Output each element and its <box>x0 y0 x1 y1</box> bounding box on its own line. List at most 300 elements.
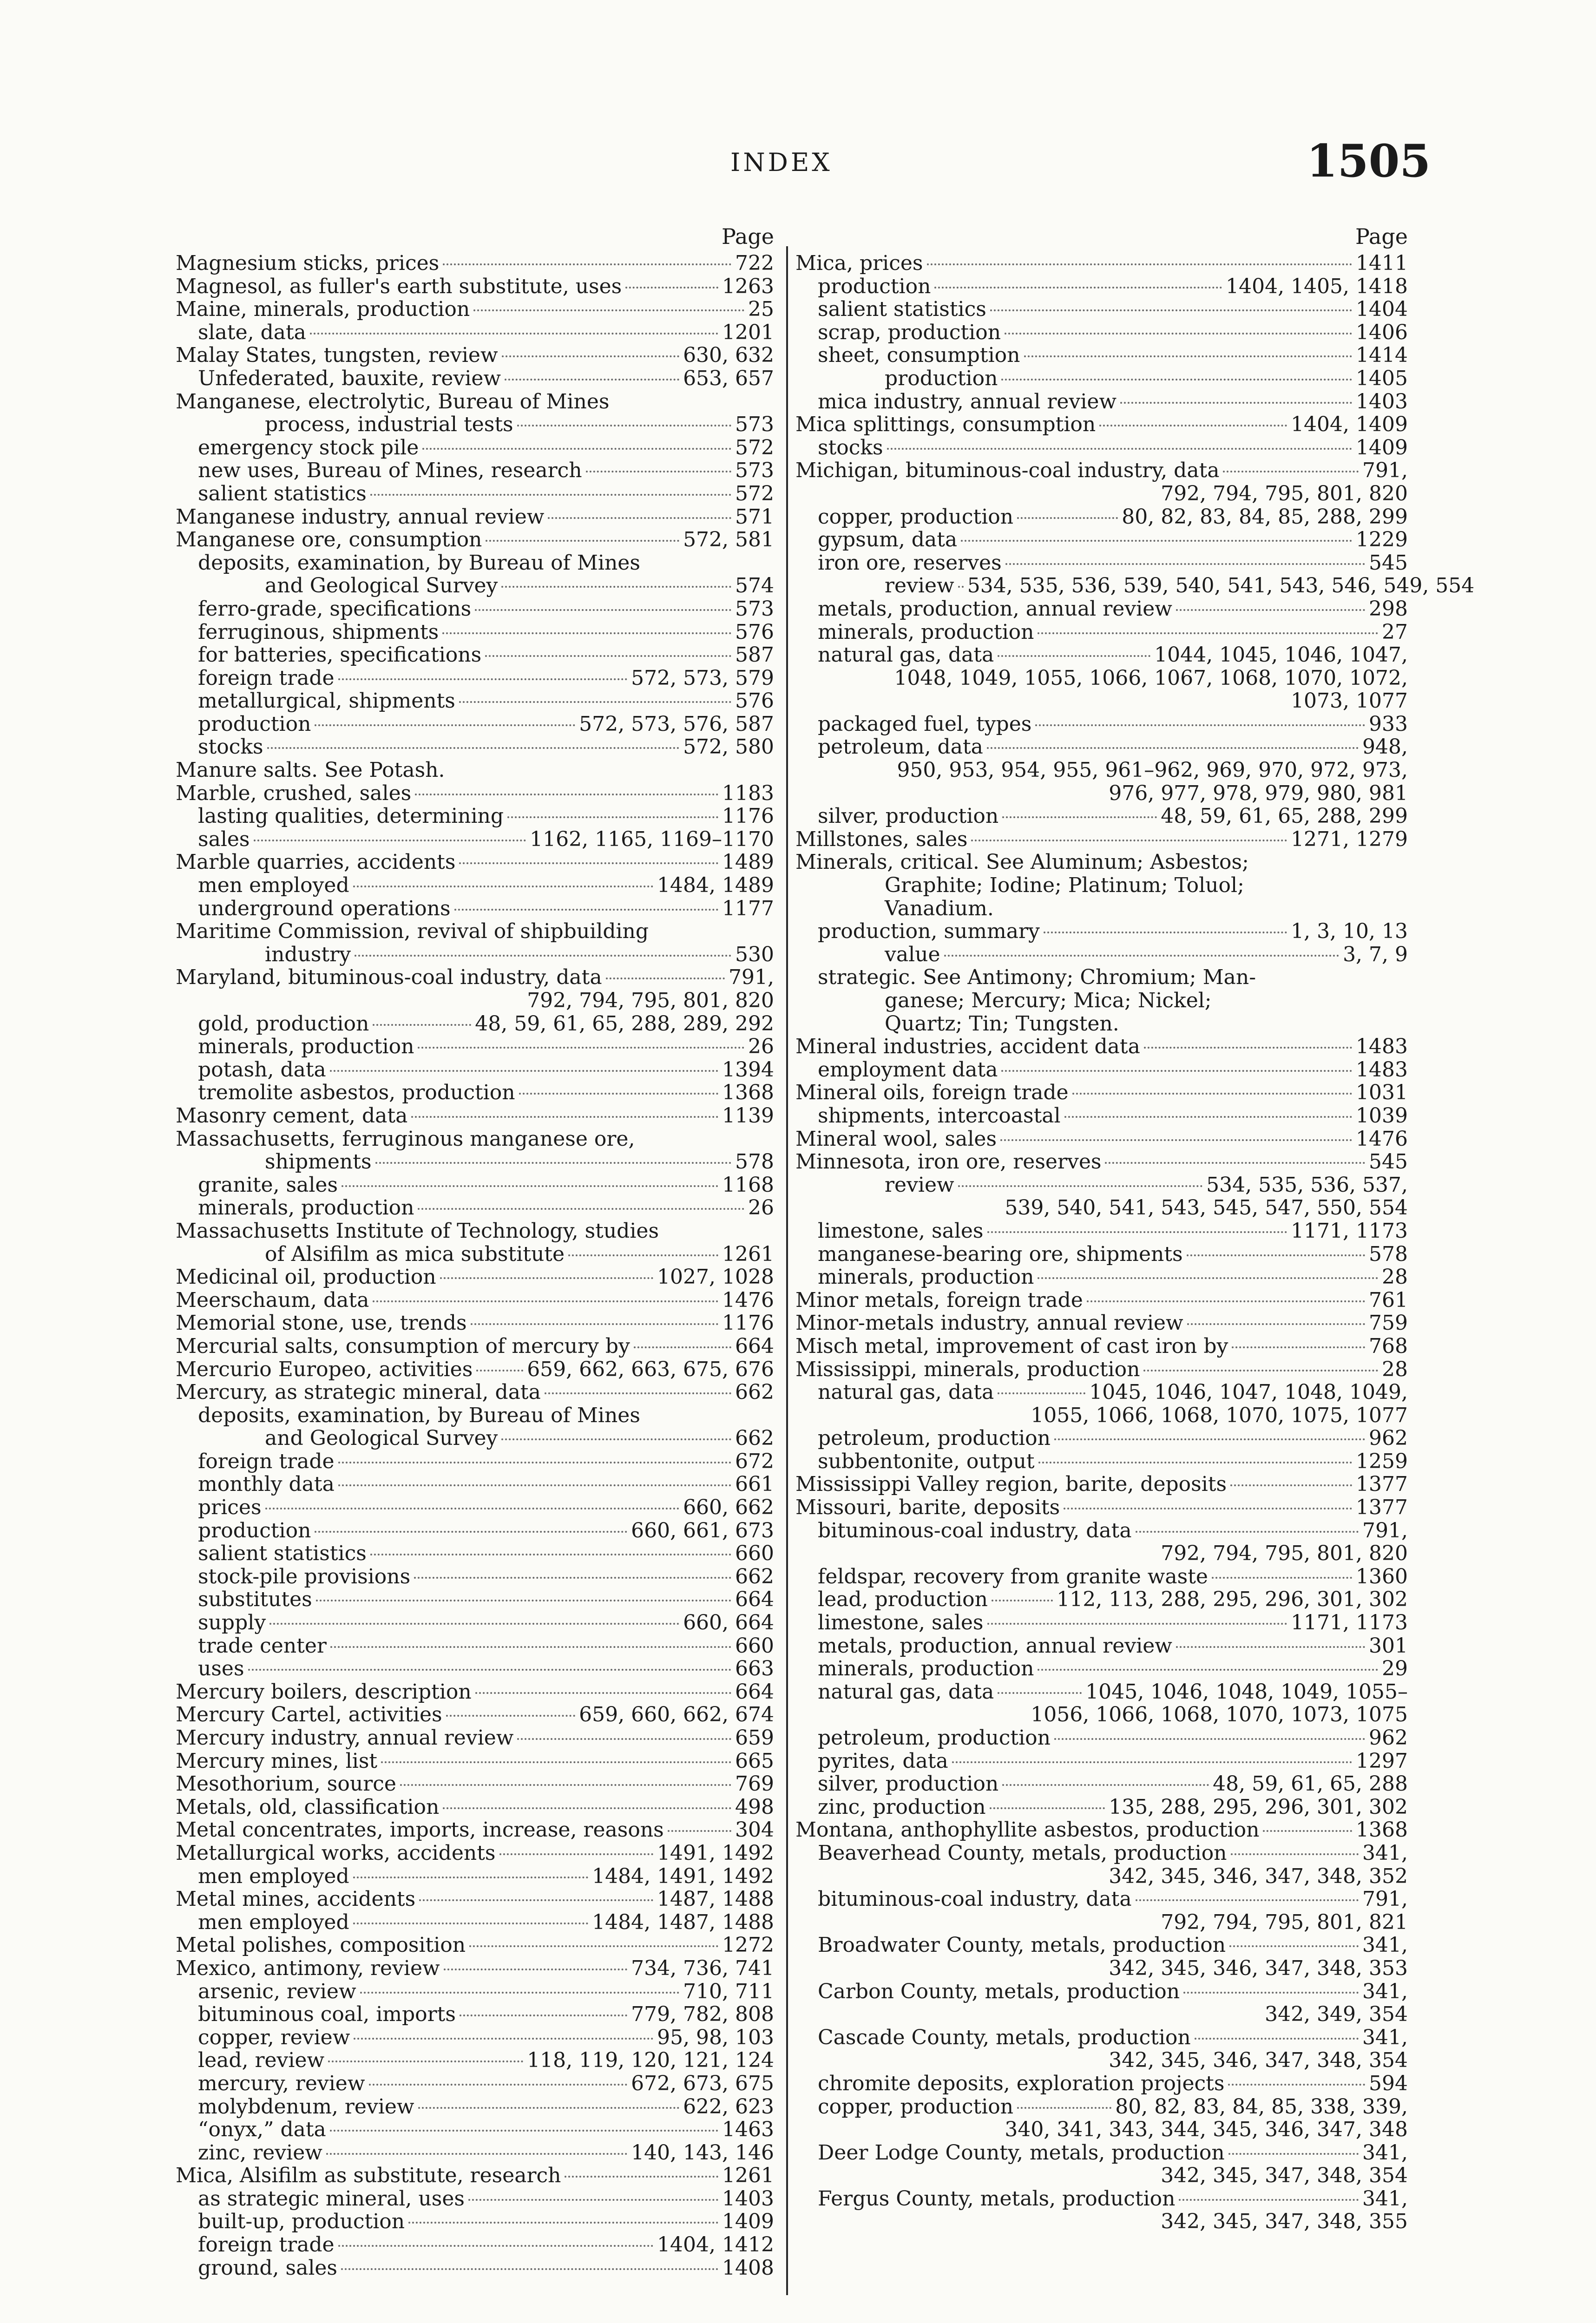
entry-pages: 342, 345, 346, 347, 348, 353 <box>1109 1956 1408 1980</box>
entry-term: prices <box>198 1496 262 1520</box>
entry-pages: 1368 <box>1356 1818 1408 1842</box>
index-subentry <box>176 1911 774 1934</box>
entry-pages: 572 <box>735 481 774 505</box>
entry-pages: 587 <box>735 643 774 667</box>
dot-leader <box>1002 816 1157 818</box>
entry-term: men employed <box>198 1864 349 1888</box>
entry-term: Mercurio Europeo, activities <box>176 1357 473 1381</box>
index-subentry <box>795 574 1475 598</box>
entry-pages: 1406 <box>1356 320 1408 344</box>
entry-pages: 1409 <box>722 2210 774 2234</box>
entry-pages: 791, <box>1362 1887 1408 1911</box>
index-subentry <box>176 551 774 575</box>
index-entry <box>795 1496 1408 1519</box>
dot-leader <box>1232 1346 1365 1348</box>
dot-leader <box>459 862 718 864</box>
entry-term: Vanadium. <box>885 896 994 920</box>
dot-leader <box>517 1738 731 1740</box>
entry-term: Marble, crushed, sales <box>176 781 412 805</box>
running-head: INDEX <box>730 148 833 177</box>
entry-pages: 1176 <box>722 1311 774 1335</box>
entry-pages: 3, 7, 9 <box>1343 942 1408 966</box>
entry-term: Massachusetts, ferruginous manganese ore, <box>176 1127 635 1151</box>
index-column-left <box>176 222 774 2279</box>
entry-pages: 342, 345, 346, 347, 348, 352 <box>1109 1864 1408 1888</box>
dot-leader <box>1017 517 1118 519</box>
dot-leader <box>565 2176 718 2178</box>
dot-leader <box>360 1992 679 1994</box>
index-entry <box>176 1750 774 1773</box>
dot-leader <box>519 1093 718 1095</box>
entry-term: chromite deposits, exploration projects <box>818 2071 1225 2095</box>
entry-pages: 29 <box>1382 1657 1408 1681</box>
index-subentry <box>795 920 1408 943</box>
index-entry <box>176 505 774 529</box>
entry-term: men employed <box>198 873 349 898</box>
index-subentry <box>795 805 1408 828</box>
entry-term: Memorial stone, use, trends <box>176 1311 467 1335</box>
entry-term: minerals, production <box>818 620 1034 644</box>
entry-pages: 1476 <box>1356 1127 1408 1151</box>
dot-leader <box>254 840 526 841</box>
entry-pages: 734, 736, 741 <box>631 1956 774 1980</box>
entry-term: Manganese industry, annual review <box>176 505 545 529</box>
dot-leader <box>1000 1139 1352 1141</box>
entry-pages: 1229 <box>1356 528 1408 552</box>
entry-term: Misch metal, improvement of cast iron by <box>795 1334 1228 1358</box>
entry-term: Minnesota, iron ore, reserves <box>795 1150 1102 1174</box>
index-subentry <box>176 1404 774 1427</box>
entry-term: Manure salts. See Potash. <box>176 758 445 782</box>
entry-term: Mississippi, minerals, production <box>795 1357 1140 1381</box>
entry-pages: 1404, 1409 <box>1291 413 1408 437</box>
entry-term: sheet, consumption <box>818 343 1020 367</box>
dot-leader <box>330 1070 718 1072</box>
index-subentry <box>795 1220 1408 1243</box>
index-subentry <box>176 1542 774 1565</box>
dot-leader <box>486 540 679 542</box>
dot-leader <box>606 978 725 979</box>
entry-term: natural gas, data <box>818 1380 994 1404</box>
entry-pages: 792, 794, 795, 801, 820 <box>1161 481 1408 505</box>
entry-pages: 1483 <box>1356 1057 1408 1082</box>
entry-term: Maritime Commission, revival of shipbuilding <box>176 919 649 944</box>
entry-pages: 28 <box>1382 1357 1408 1381</box>
entry-pages: 659, 660, 662, 674 <box>579 1703 774 1727</box>
entry-term: copper, production <box>818 505 1014 529</box>
dot-leader <box>373 1300 718 1302</box>
index-entry-continuation <box>795 2003 1408 2026</box>
entry-pages: 1297 <box>1356 1749 1408 1773</box>
index-subentry <box>795 1519 1408 1542</box>
entry-pages: 1368 <box>722 1081 774 1105</box>
entry-pages: 792, 794, 795, 801, 821 <box>1161 1910 1408 1934</box>
index-subentry <box>795 1657 1408 1680</box>
entry-term: production, summary <box>818 919 1040 944</box>
index-entry-continuation <box>795 1196 1408 1220</box>
entry-pages: 1139 <box>722 1103 774 1128</box>
index-subentry <box>176 897 774 920</box>
index-subentry <box>176 667 774 690</box>
index-subentry <box>795 1427 1408 1450</box>
index-entry <box>176 344 774 367</box>
dot-leader <box>442 632 731 634</box>
entry-pages: 664 <box>735 1680 774 1704</box>
entry-term: Mercury boilers, description <box>176 1680 472 1704</box>
dot-leader <box>459 701 731 703</box>
entry-term: silver, production <box>818 804 999 828</box>
dot-leader <box>330 2130 718 2132</box>
dot-leader <box>471 1323 718 1325</box>
index-entry <box>176 528 774 551</box>
dot-leader <box>1064 1508 1352 1509</box>
entry-pages: 573 <box>735 413 774 437</box>
dot-leader <box>328 2061 523 2062</box>
index-subentry <box>795 551 1408 575</box>
entry-pages: 1171, 1173 <box>1291 1611 1408 1635</box>
dot-leader <box>1231 1853 1359 1855</box>
dot-leader <box>502 355 679 357</box>
entry-pages: 950, 953, 954, 955, 961–962, 969, 970, 972, 973, <box>897 758 1408 782</box>
dot-leader <box>992 1600 1053 1601</box>
entry-term: Medicinal oil, production <box>176 1265 436 1289</box>
index-subentry <box>176 2072 774 2095</box>
entry-pages: 660, 662 <box>683 1496 774 1520</box>
index-subentry <box>176 459 774 482</box>
index-subentry <box>176 1473 774 1496</box>
entry-pages: 572, 580 <box>683 735 774 759</box>
entry-term: pyrites, data <box>818 1749 948 1773</box>
index-subentry <box>176 2257 774 2280</box>
entry-pages: 1377 <box>1356 1496 1408 1520</box>
dot-leader <box>1230 1484 1352 1486</box>
index-subentry <box>795 1726 1408 1750</box>
entry-term: Masonry cement, data <box>176 1103 408 1128</box>
dot-leader <box>505 379 679 381</box>
entry-term: ferruginous, shipments <box>198 620 439 644</box>
entry-term: substitutes <box>198 1588 312 1612</box>
index-entry <box>176 1842 774 1865</box>
dot-leader <box>548 517 731 519</box>
entry-term: bituminous-coal industry, data <box>818 1518 1132 1542</box>
index-subentry <box>176 413 774 436</box>
index-entry <box>795 1289 1408 1312</box>
entry-term: limestone, sales <box>818 1219 984 1243</box>
entry-pages: 653, 657 <box>683 366 774 390</box>
index-entry-continuation <box>795 667 1408 690</box>
index-entry-continuation <box>795 1542 1408 1565</box>
index-entry <box>176 1818 774 1842</box>
entry-term: emergency stock pile <box>198 435 419 459</box>
dot-leader <box>1038 1277 1378 1279</box>
index-entry <box>795 413 1408 436</box>
entry-term: petroleum, production <box>818 1726 1051 1750</box>
dot-leader <box>330 1646 731 1648</box>
index-entry <box>795 1035 1408 1058</box>
entry-term: Montana, anthophyllite asbestos, production <box>795 1818 1260 1842</box>
entry-pages: 1404, 1405, 1418 <box>1226 274 1408 298</box>
entry-term: and Geological Survey <box>265 1426 498 1450</box>
index-subentry <box>795 943 1408 966</box>
index-subentry <box>176 2187 774 2211</box>
dot-leader <box>316 1600 731 1601</box>
entry-term: Mercury mines, list <box>176 1749 378 1773</box>
dot-leader <box>248 1669 731 1671</box>
entry-term: Maine, minerals, production <box>176 297 470 322</box>
index-subentry <box>176 1519 774 1542</box>
dot-leader <box>499 1853 654 1855</box>
dot-leader <box>1001 379 1352 381</box>
entry-term: new uses, Bureau of Mines, research <box>198 459 582 483</box>
entry-term: shipments, intercoastal <box>818 1103 1061 1128</box>
entry-term: minerals, production <box>818 1265 1034 1289</box>
entry-pages: 1055, 1066, 1068, 1070, 1075, 1077 <box>1031 1403 1408 1427</box>
dot-leader <box>444 1969 627 1970</box>
entry-pages: 1476 <box>722 1288 774 1312</box>
index-subentry <box>795 1381 1408 1404</box>
entry-term: Manganese ore, consumption <box>176 528 482 552</box>
dot-leader <box>375 1162 731 1164</box>
dot-leader <box>326 2153 627 2155</box>
entry-term: and Geological Survey <box>265 574 498 598</box>
entry-pages: 759 <box>1369 1311 1408 1335</box>
dot-leader <box>1223 471 1359 472</box>
entry-pages: 26 <box>748 1196 774 1220</box>
index-subentry <box>176 1427 774 1450</box>
dot-leader <box>625 287 718 289</box>
entry-pages: 1045, 1046, 1048, 1049, 1055– <box>1085 1680 1408 1704</box>
entry-term: lead, review <box>198 2048 325 2073</box>
index-entry <box>176 1128 774 1151</box>
index-entry <box>176 2164 774 2187</box>
entry-term: Mercury Cartel, activities <box>176 1703 442 1727</box>
entry-pages: 1176 <box>722 804 774 828</box>
entry-term: scrap, production <box>818 320 1001 344</box>
dot-leader <box>468 2199 718 2201</box>
index-subentry <box>795 1634 1408 1658</box>
entry-pages: 578 <box>735 1150 774 1174</box>
entry-term: mica industry, annual review <box>818 389 1117 413</box>
entry-pages: 341, <box>1362 1841 1408 1865</box>
index-entry <box>176 1312 774 1335</box>
entry-pages: 1044, 1045, 1046, 1047, <box>1154 643 1408 667</box>
entry-term: salient statistics <box>198 1542 367 1566</box>
index-subentry <box>176 1150 774 1174</box>
index-subentry <box>176 1657 774 1680</box>
entry-pages: 572 <box>735 435 774 459</box>
entry-term: foreign trade <box>198 666 335 690</box>
entry-pages: 304 <box>735 1818 774 1842</box>
dot-leader <box>1263 1830 1352 1832</box>
entry-pages: 572, 573, 579 <box>631 666 774 690</box>
entry-pages: 530 <box>735 942 774 966</box>
entry-term: petroleum, production <box>818 1426 1051 1450</box>
entry-pages: 664 <box>735 1334 774 1358</box>
index-subentry <box>176 1243 774 1266</box>
entry-term: Maryland, bituminous-coal industry, data <box>176 965 602 990</box>
index-subentry <box>795 1104 1408 1128</box>
index-subentry <box>795 390 1408 413</box>
entry-pages: 768 <box>1369 1334 1408 1358</box>
dot-leader <box>475 1692 731 1694</box>
entry-pages: 1056, 1066, 1068, 1070, 1073, 1075 <box>1031 1703 1408 1727</box>
dot-leader <box>1005 333 1352 335</box>
index-entry <box>176 1796 774 1819</box>
index-subentry <box>176 597 774 621</box>
index-entry <box>795 1335 1408 1358</box>
dot-leader <box>310 333 718 335</box>
dot-leader <box>342 1185 718 1187</box>
index-entry-list <box>176 252 774 2279</box>
entry-term: molybdenum, review <box>198 2094 414 2119</box>
index-subentry <box>795 1174 1408 1197</box>
entry-term: ganese; Mercury; Mica; Nickel; <box>885 989 1212 1012</box>
entry-pages: 1201 <box>722 320 774 344</box>
index-entry-list <box>795 251 1475 2234</box>
index-subentry <box>795 1888 1408 1911</box>
entry-pages: 1404 <box>1356 297 1408 322</box>
entry-term: copper, review <box>198 2025 350 2049</box>
dot-leader <box>353 1877 588 1878</box>
entry-term: value <box>885 942 940 966</box>
index-entry <box>176 1888 774 1911</box>
entry-term: salient statistics <box>818 297 986 322</box>
entry-term: foreign trade <box>198 1449 335 1473</box>
entry-term: Mineral oils, foreign trade <box>795 1081 1069 1105</box>
index-subentry <box>795 597 1408 621</box>
index-subentry <box>176 874 774 897</box>
dot-leader <box>952 1761 1352 1763</box>
dot-leader <box>446 1715 576 1717</box>
index-subentry <box>176 2210 774 2233</box>
entry-pages: 769 <box>735 1772 774 1796</box>
dot-leader <box>315 724 575 726</box>
entry-pages: 1408 <box>722 2256 774 2280</box>
dot-leader <box>1183 1992 1359 1994</box>
dot-leader <box>411 1116 718 1118</box>
index-subentry <box>795 1934 1408 1957</box>
index-subentry <box>176 367 774 390</box>
entry-pages: 1463 <box>722 2118 774 2142</box>
dot-leader <box>1001 1070 1352 1072</box>
dot-leader <box>443 1807 731 1809</box>
entry-pages: 962 <box>1369 1426 1408 1450</box>
index-entry <box>176 782 774 805</box>
entry-term: ferro-grade, specifications <box>198 597 472 621</box>
entry-pages: 672, 673, 675 <box>631 2071 774 2095</box>
index-entry <box>795 851 1408 874</box>
entry-term: Carbon County, metals, production <box>818 1979 1180 2003</box>
entry-term: subbentonite, output <box>818 1449 1035 1473</box>
index-subentry <box>795 735 1408 759</box>
entry-term: zinc, review <box>198 2140 322 2165</box>
entry-term: Mesothorium, source <box>176 1772 396 1796</box>
entry-pages: 710, 711 <box>683 1979 774 2003</box>
entry-term: metals, production, annual review <box>818 597 1172 621</box>
entry-pages: 1261 <box>722 1242 774 1266</box>
entry-pages: 659, 662, 663, 675, 676 <box>527 1357 774 1381</box>
dot-leader <box>998 1692 1082 1694</box>
index-subentry <box>176 1081 774 1104</box>
entry-term: Michigan, bituminous-coal industry, data <box>795 459 1220 483</box>
entry-term: packaged fuel, types <box>818 712 1032 736</box>
dot-leader <box>338 1484 731 1486</box>
entry-pages: 571 <box>735 505 774 529</box>
entry-term: Fergus County, metals, production <box>818 2186 1176 2211</box>
dot-leader <box>1054 1438 1365 1440</box>
index-entry-continuation <box>795 1865 1408 1888</box>
entry-pages: 976, 977, 978, 979, 980, 981 <box>1109 781 1408 805</box>
entry-pages: 933 <box>1369 712 1408 736</box>
entry-term: lasting qualities, determining <box>198 804 504 828</box>
index-subentry <box>176 2026 774 2049</box>
dot-leader <box>422 448 731 450</box>
entry-pages: 1484, 1487, 1488 <box>592 1910 774 1934</box>
dot-leader <box>373 1024 471 1026</box>
dot-leader <box>419 1899 653 1901</box>
entry-term: men employed <box>198 1910 349 1934</box>
entry-term: Mica, prices <box>795 251 923 275</box>
entry-term: process, industrial tests <box>265 413 513 437</box>
dot-leader <box>1229 1945 1359 1947</box>
entry-term: Metal polishes, composition <box>176 1933 466 1957</box>
entry-pages: 1484, 1489 <box>657 873 774 898</box>
entry-term: petroleum, data <box>818 735 983 759</box>
index-subentry <box>176 2118 774 2141</box>
dot-leader <box>354 2038 653 2040</box>
entry-pages: 761 <box>1369 1288 1408 1312</box>
index-subentry <box>176 943 774 966</box>
entry-pages: 578 <box>1369 1242 1408 1266</box>
index-entry <box>176 275 774 298</box>
index-subentry <box>795 621 1408 644</box>
entry-term: tremolite asbestos, production <box>198 1081 515 1105</box>
dot-leader <box>381 1761 731 1763</box>
dot-leader <box>990 1807 1105 1809</box>
entry-pages: 663 <box>735 1657 774 1681</box>
entry-pages: 342, 345, 347, 348, 355 <box>1161 2210 1408 2234</box>
index-entry <box>795 1358 1408 1381</box>
entry-term: manganese-bearing ore, shipments <box>818 1242 1183 1266</box>
entry-pages: 1489 <box>722 850 774 874</box>
dot-leader <box>1038 1669 1378 1671</box>
entry-term: metals, production, annual review <box>818 1634 1172 1658</box>
index-entry <box>176 1957 774 1980</box>
entry-term: Mexico, antimony, review <box>176 1956 440 1980</box>
entry-pages: 80, 82, 83, 84, 85, 288, 299 <box>1122 505 1408 529</box>
dot-leader <box>473 309 744 311</box>
entry-pages: 27 <box>1382 620 1408 644</box>
index-subentry <box>176 621 774 644</box>
dot-leader <box>1212 1577 1352 1579</box>
dot-leader <box>460 2015 627 2016</box>
index-entry <box>176 1726 774 1750</box>
index-entry <box>795 1818 1408 1842</box>
dot-leader <box>315 1531 627 1533</box>
index-subentry <box>176 713 774 736</box>
dot-leader <box>1017 2107 1111 2109</box>
dot-leader <box>1054 1738 1365 1740</box>
dot-leader <box>668 1830 731 1832</box>
dot-leader <box>469 1945 718 1947</box>
index-entry <box>795 1081 1408 1104</box>
index-subentry <box>795 321 1408 344</box>
index-entry-continuation <box>795 1404 1408 1427</box>
dot-leader <box>987 747 1359 749</box>
entry-pages: 534, 535, 536, 539, 540, 541, 543, 546, 549, 554 <box>967 574 1475 598</box>
entry-pages: 576 <box>735 620 774 644</box>
entry-pages: 545 <box>1369 1150 1408 1174</box>
